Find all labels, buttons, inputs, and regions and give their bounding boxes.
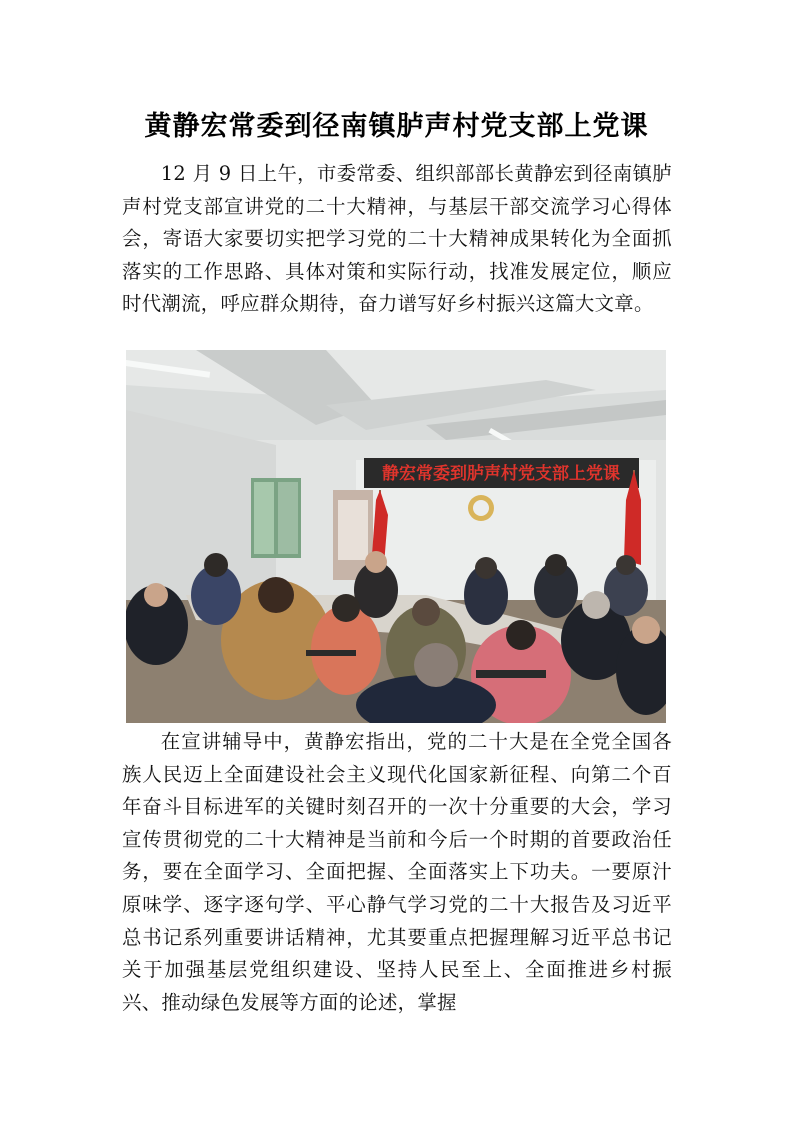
banner-text: 静宏常委到胪声村党支部上党课	[382, 464, 620, 484]
meeting-photo	[126, 350, 666, 723]
paragraph-2: 在宣讲辅导中，黄静宏指出，党的二十大是在全党全国各族人民迈上全面建设社会主义现代化国家新征程、向第二个百年奋斗目标进军的关键时刻召开的一次十分重要的大会，学习宣传贯彻党的二十大精神是当前和今后一个时期的首要政治任务，要在全面学习、全面把握、全面落实上下功夫。一要原汁原味学、逐字逐句学、平心静气学习党的二十大报告及习近平总书记系列重要讲话精神，尤其要重点把握理解习近平总书记关于加强基层党组织建设、坚持人民至上、全面推进乡村振兴、推动绿色发展等方面的论述，掌握	[122, 730, 672, 1014]
document-title: 黄静宏常委到径南镇胪声村党支部上党课	[144, 111, 649, 142]
paragraph-1: 12 月 9 日上午，市委常委、组织部部长黄静宏到径南镇胪声村党支部宣讲党的二十大精神，与基层干部交流学习心得体会，寄语大家要切实把学习党的二十大精神成果转化为全面抓落实的工作思路、具体对策和实际行动，找准发展定位，顺应时代潮流，呼应群众期待，奋力谱写好乡村振兴这篇大文章。	[122, 162, 672, 316]
